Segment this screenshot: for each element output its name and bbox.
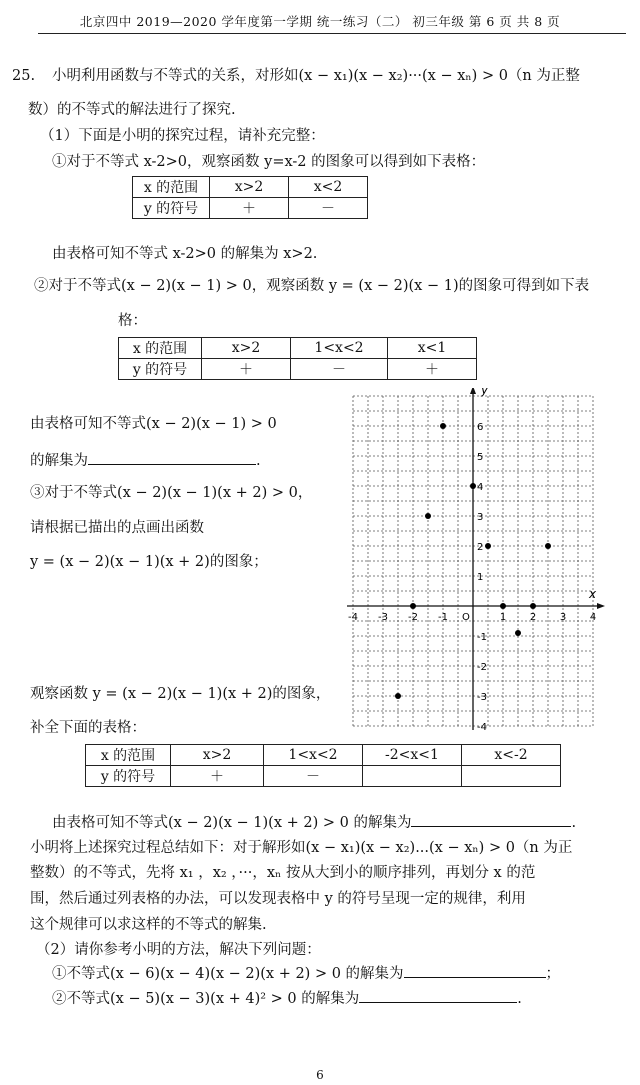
y-tick-label: 5 <box>477 452 484 463</box>
y-axis-label: y <box>481 388 489 397</box>
header-rule <box>38 33 626 34</box>
data-point <box>530 603 536 609</box>
x-tick-label: -3 <box>378 612 388 623</box>
table-row <box>133 198 368 219</box>
x-tick-label: 4 <box>589 612 597 623</box>
table-cell <box>363 766 462 787</box>
table-cell: x 的范围 <box>133 177 210 198</box>
step1-text: ①对于不等式 x-2>0，观察函数 y=x-2 的图象可以得到如下表格： <box>52 154 486 170</box>
table-cell: ＋ <box>202 359 291 380</box>
table-cell: -2<x<1 <box>363 745 462 766</box>
summary-line-4: 这个规律可以求这样的不等式的解集. <box>30 917 267 933</box>
x-tick-label: -4 <box>348 612 358 623</box>
table-cell: y 的符号 <box>86 766 171 787</box>
table-cell: 1<x<2 <box>264 745 363 766</box>
summary-line-3: 围，然后通过列表格的办法，可以发现表格中 y 的符号呈现一定的规律，利用 <box>30 891 526 907</box>
table-cell: ＋ <box>210 198 289 219</box>
data-point <box>500 603 506 609</box>
table-row <box>119 359 477 380</box>
answer-blank <box>88 450 256 465</box>
step3-conclusion <box>52 812 576 833</box>
y-tick-label: -4 <box>477 722 487 733</box>
observe-line-2: 补全下面的表格： <box>30 720 146 736</box>
table-cell: ＋ <box>171 766 264 787</box>
data-point <box>515 630 521 636</box>
x-axis-arrow <box>597 603 605 609</box>
data-point <box>395 693 401 699</box>
answer-blank <box>411 812 571 827</box>
step2-conclusion-label: 的解集为 <box>30 453 88 469</box>
y-axis-arrow <box>470 388 476 394</box>
part2-question-2 <box>52 988 522 1009</box>
part2-q2-end: . <box>517 991 522 1007</box>
axes <box>347 388 605 730</box>
step3-line-1: ③对于不等式(x − 2)(x − 1)(x + 2) > 0， <box>30 485 313 501</box>
summary-line-1: 小明将上述探究过程总结如下：对于解形如(x − x₁)(x − x₂)...(x − xₙ) > 0（n 为正 <box>30 840 573 856</box>
x-tick-label: 3 <box>559 612 567 623</box>
step3-line-3: y = (x − 2)(x − 1)(x + 2)的图象； <box>30 554 268 570</box>
table-row <box>86 745 561 766</box>
part2-q1-label: ①不等式(x − 6)(x − 4)(x − 2)(x + 2) > 0 的解集为 <box>52 966 404 982</box>
x-tick-label: -2 <box>408 612 418 623</box>
summary-line-2: 整数）的不等式，先将 x₁ ，x₂ ，···，xₙ 按从大到小的顺序排列，再划分 x 的范 <box>30 865 536 881</box>
x-axis-label: x <box>589 587 597 601</box>
part2-q1-end: ； <box>545 966 561 982</box>
table-cell: － <box>289 198 368 219</box>
table-cell: x<2 <box>289 177 368 198</box>
table-cell: x<-2 <box>462 745 561 766</box>
x-tick-label: -1 <box>438 612 448 623</box>
table-1 <box>132 176 368 219</box>
table-2 <box>118 337 477 380</box>
data-point <box>470 483 476 489</box>
question-number: 25. <box>12 68 36 84</box>
observe-line-1: 观察函数 y = (x − 2)(x − 1)(x + 2)的图象， <box>30 686 331 702</box>
part1-title: （1）下面是小明的探究过程，请补充完整： <box>40 128 325 144</box>
table-cell: x>2 <box>202 338 291 359</box>
data-point <box>410 603 416 609</box>
table-cell: － <box>291 359 388 380</box>
part2-title: （2）请你参考小明的方法，解决下列问题： <box>36 942 321 958</box>
table-row <box>86 766 561 787</box>
table-cell: x 的范围 <box>86 745 171 766</box>
part2-q2-label: ②不等式(x − 5)(x − 3)(x + 4)² > 0 的解集为 <box>52 991 360 1007</box>
step3-line-2: 请根据已描出的点画出函数 <box>30 520 204 536</box>
table-cell: x<1 <box>388 338 477 359</box>
data-point <box>485 543 491 549</box>
coordinate-graph <box>345 388 620 738</box>
page-footer: 6 <box>316 1068 324 1082</box>
y-tick-label: -2 <box>477 662 487 673</box>
table-3 <box>85 744 561 787</box>
table-cell: ＋ <box>388 359 477 380</box>
table-cell: y 的符号 <box>119 359 202 380</box>
table-cell: 1<x<2 <box>291 338 388 359</box>
intro-line-1: 小明利用函数与不等式的关系，对形如(x − x₁)(x − x₂)···(x − xₙ) > 0（n 为正整 <box>52 68 580 84</box>
part2-question-1 <box>52 963 560 984</box>
origin-label: O <box>462 612 470 623</box>
step2-line-2: 格： <box>118 313 147 329</box>
x-tick-label: 1 <box>499 612 507 623</box>
table-cell: y 的符号 <box>133 198 210 219</box>
data-point <box>425 513 431 519</box>
y-tick-label: -3 <box>477 692 487 703</box>
step3-conclusion-label: 由表格可知不等式(x − 2)(x − 1)(x + 2) > 0 的解集为 <box>52 815 412 831</box>
y-tick-label: 2 <box>477 542 484 553</box>
y-tick-label: 3 <box>477 512 484 523</box>
y-tick-label: 1 <box>477 572 484 583</box>
table-cell: x>2 <box>210 177 289 198</box>
step3-conclusion-end: . <box>571 815 577 831</box>
data-point <box>440 423 446 429</box>
y-tick-label: 4 <box>477 482 484 493</box>
step2-conclusion-b <box>30 450 261 471</box>
answer-blank <box>404 963 546 978</box>
table-row <box>133 177 368 198</box>
table-cell: x 的范围 <box>119 338 202 359</box>
step1-conclusion: 由表格可知不等式 x-2>0 的解集为 x>2. <box>52 246 318 262</box>
intro-line-2: 数）的不等式的解法进行了探究. <box>28 102 236 118</box>
answer-blank <box>359 988 517 1003</box>
step2-conclusion-a: 由表格可知不等式(x − 2)(x − 1) > 0 <box>30 416 277 432</box>
table-row <box>119 338 477 359</box>
table-cell <box>462 766 561 787</box>
table-cell: － <box>264 766 363 787</box>
x-tick-label: 2 <box>529 612 537 623</box>
page-header: 北京四中 2019—2020 学年度第一学期 统一练习（二） 初三年级 第 6 页 共 8 页 <box>79 14 561 29</box>
data-point <box>545 543 551 549</box>
y-tick-label: 6 <box>477 422 484 433</box>
step2-conclusion-end: . <box>256 453 261 469</box>
table-cell: x>2 <box>171 745 264 766</box>
y-tick-label: -1 <box>477 632 487 643</box>
step2-line-1: ②对于不等式(x − 2)(x − 1) > 0，观察函数 y = (x − 2)(x − 1)的图象可得到如下表 <box>34 278 590 294</box>
